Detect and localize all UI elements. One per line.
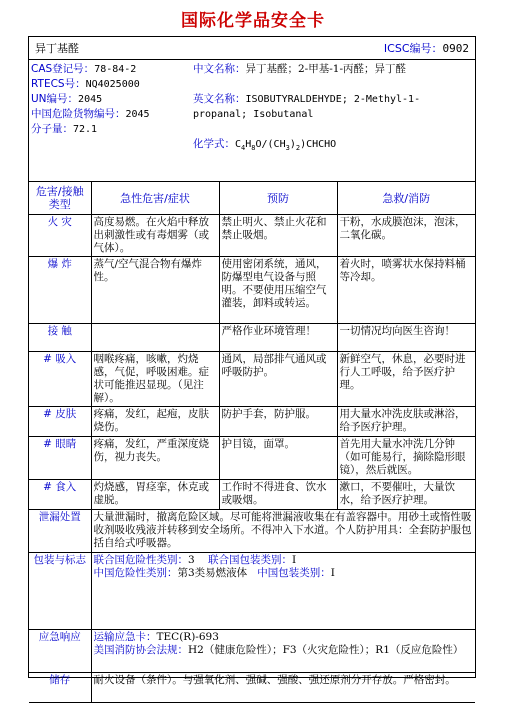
header-hazard: 急性危害/症状	[91, 182, 219, 215]
cas-label: CAS登记号：	[31, 63, 95, 75]
identity-right	[193, 62, 473, 156]
row-category: 接 触	[29, 324, 91, 352]
page-title: 国际化学品安全卡	[181, 11, 325, 31]
row-hazard: 疼痛，发红，起疱，皮肤烧伤。	[91, 407, 219, 437]
en-name-label: 英文名称：	[193, 93, 246, 105]
formula-label: 化学式：	[193, 138, 235, 150]
row-prevention: 防护手套，防护服。	[219, 407, 337, 437]
row-aid: 新鲜空气，休息，必要时进行人工呼吸，给予医疗护理。	[337, 352, 475, 407]
rtecs-label: RTECS号：	[31, 78, 86, 90]
hazard-table	[29, 181, 475, 703]
row-category: # 皮肤	[29, 407, 91, 437]
row-aid: 一切情况均向医生咨询！	[337, 324, 475, 352]
cn-name-line	[193, 62, 473, 77]
card-header	[29, 37, 475, 60]
row-aid: 漱口，不要催吐，大量饮水，给予医疗护理。	[337, 480, 475, 510]
table-row	[29, 480, 475, 510]
chemical-name: 异丁基醛	[35, 42, 79, 55]
icsc-value: 0902	[442, 42, 469, 55]
row-category: # 吸入	[29, 352, 91, 407]
table-row	[29, 257, 475, 324]
header-prevention: 预防	[219, 182, 337, 215]
storage-category: 储存	[29, 673, 91, 703]
cn-danger-value: 2045	[125, 109, 150, 120]
row-prevention: 工作时不得进食、饮水或吸烟。	[219, 480, 337, 510]
spill-row	[29, 510, 475, 553]
mw-line	[31, 122, 193, 137]
table-row	[29, 437, 475, 480]
row-category: 火 灾	[29, 215, 91, 257]
header-aid: 急救/消防	[337, 182, 475, 215]
en-name-line	[193, 92, 473, 122]
table-row	[29, 324, 475, 352]
un-line	[31, 92, 193, 107]
cas-line	[31, 62, 193, 77]
spill-category: 泄漏处置	[29, 510, 91, 553]
un-value: 2045	[78, 94, 103, 105]
packaging-text: 联合国危险性类别：3 联合国包装类别：I 中国危险性类别：第3类易燃液体 中国包装类别：I	[91, 553, 475, 630]
formula-line	[193, 137, 473, 156]
row-hazard: 疼痛，发红，严重深度烧伤，视力丧失。	[91, 437, 219, 480]
row-aid: 用大量水冲洗皮肤或淋浴，给予医疗护理。	[337, 407, 475, 437]
row-category: # 食入	[29, 480, 91, 510]
cn-name-label: 中文名称：	[193, 63, 246, 75]
un-label: UN编号：	[31, 93, 79, 105]
cn-danger-line	[31, 107, 193, 122]
row-aid: 首先用大量水冲洗几分钟（如可能易行，摘除隐形眼镜），然后就医。	[337, 437, 475, 480]
identity-block	[29, 59, 475, 182]
table-row	[29, 407, 475, 437]
row-category: 爆 炸	[29, 257, 91, 324]
row-prevention: 禁止明火、禁止火花和禁止吸烟。	[219, 215, 337, 257]
icsc-label: ICSC编号：	[383, 42, 443, 55]
emergency-row	[29, 630, 475, 673]
formula-value: $C_4H_8O/(CH_3)_2)CHCHO$	[235, 139, 337, 152]
icsc-number	[384, 40, 469, 56]
row-aid: 干粉，水成膜泡沫，泡沫，二氧化碳。	[337, 215, 475, 257]
row-hazard	[91, 324, 219, 352]
header-type: 危害/接触类型	[29, 182, 91, 215]
emergency-text: 运输应急卡：TEC(R)-693 美国消防协会法规：H2（健康危险性）；F3（火灾危险性）；R1（反应危险性）	[91, 630, 475, 673]
row-hazard: 咽喉疼痛，咳嗽，灼烧感，气促，呼吸困难。症状可能推迟显现。（见注解）。	[91, 352, 219, 407]
row-prevention: 使用密闭系统，通风，防爆型电气设备与照明。不要使用压缩空气灌装，卸料或转运。	[219, 257, 337, 324]
spill-text: 大量泄漏时，撤离危险区域。尽可能将泄漏液收集在有盖容器中。用砂土或惰性吸收剂吸收残液并转移到安全场所。不得冲入下水道。个人防护用具：全套防护服包括自给式呼吸器。	[91, 510, 475, 553]
row-prevention: 护目镜，面罩。	[219, 437, 337, 480]
row-prevention: 严格作业环境管理！	[219, 324, 337, 352]
row-hazard: 蒸气/空气混合物有爆炸性。	[91, 257, 219, 324]
en-name-value: ISOBUTYRALDEHYDE; 2-Methyl-1-propanal; Isobutanal	[193, 94, 421, 120]
cn-danger-label: 中国危险货物编号：	[31, 108, 126, 120]
table-row	[29, 215, 475, 257]
table-row	[29, 352, 475, 407]
emergency-category: 应急响应	[29, 630, 91, 673]
storage-row	[29, 673, 475, 703]
rtecs-value: NQ4025000	[85, 79, 140, 90]
safety-card	[28, 36, 476, 686]
row-category: # 眼睛	[29, 437, 91, 480]
row-hazard: 灼烧感，胃痉挛，休克或虚脱。	[91, 480, 219, 510]
mw-value: 72.1	[73, 124, 98, 135]
storage-text: 耐火设备（条件）。与强氧化剂、强碱、强酸、强还原剂分开存放。严格密封。	[91, 673, 475, 703]
row-prevention: 通风，局部排气通风或呼吸防护。	[219, 352, 337, 407]
packaging-category: 包装与标志	[29, 553, 91, 630]
row-aid: 着火时，喷雾状水保持料桶等冷却。	[337, 257, 475, 324]
cn-name-value: 异丁基醛；2-甲基-1-丙醛；异丁醛	[245, 63, 407, 75]
row-hazard: 高度易燃。在火焰中释放出刺激性或有毒烟雾（或气体）。	[91, 215, 219, 257]
rtecs-line	[31, 77, 193, 92]
mw-label: 分子量：	[31, 123, 73, 135]
identity-left	[31, 62, 193, 137]
table-header-row	[29, 182, 475, 215]
packaging-row	[29, 553, 475, 630]
cas-value: 78-84-2	[94, 64, 137, 75]
